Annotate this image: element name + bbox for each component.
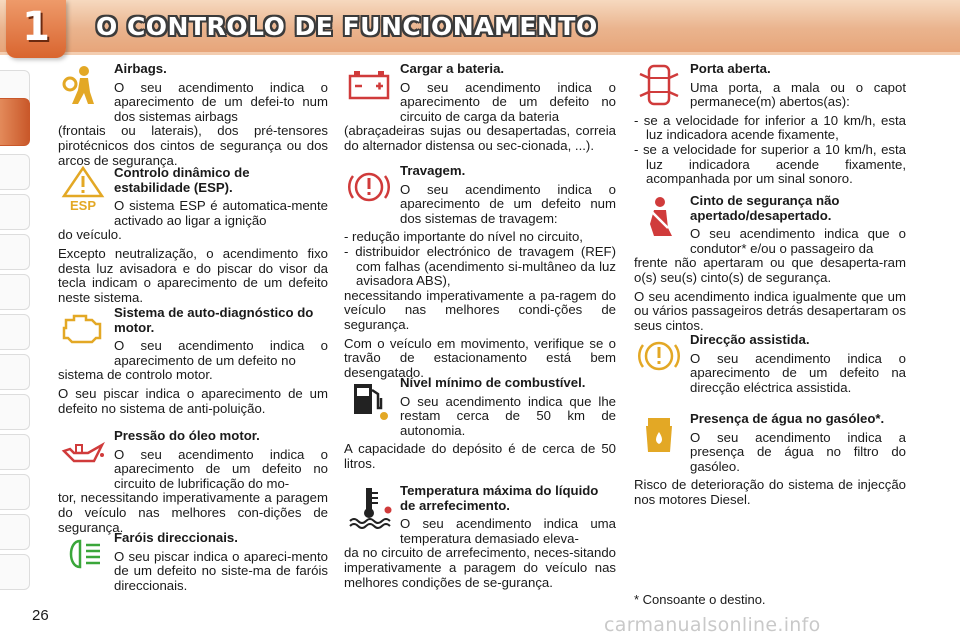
page-title: O CONTROLO DE FUNCIONAMENTO [96,12,598,41]
entry-door-open: Porta aberta. Uma porta, a mala ou o capot permanece(m) abertos(as): - se a velocidade for inferior a 10 km/h, esta luz indicadora acende fixamente, - se a velocidade for superior a 10 km/h, esta luz indicadora acende fixamente, acompanhada por um sinal sonoro. [634,61,906,187]
airbag-icon [58,62,108,108]
chapter-tab[interactable] [0,154,30,190]
entry-oil-pressure: Pressão do óleo motor. O seu acendimento indica o aparecimento de um defeito no circuito de lubrificação do mo- tor, necessitando imperativamente a paragem do veículo nas melhores con-dições de segurança. [58,428,328,535]
esp-warning-icon [58,166,108,212]
chapter-tab[interactable] [0,554,30,590]
battery-icon [344,62,394,108]
header-divider [0,52,960,55]
chapter-tab[interactable] [0,474,30,510]
entry-engine: Sistema de auto-diagnóstico do motor. O seu acendimento indica o aparecimento de um defeito no sistema de controlo motor. O seu piscar indica o aparecimento de um defeito no sistema de anti-poluição. [58,305,328,416]
chapter-tab-active[interactable] [0,98,30,146]
engine-icon [58,306,108,352]
water-in-diesel-icon [634,412,684,458]
seatbelt-icon [634,194,684,240]
entry-fuel-level: Nível mínimo de combustível. O seu acendimento indica que lhe restam cerca de 50 km de autonomia. A capacidade do depósito é de cerca de 50 litros. [344,375,616,471]
headlight-icon [58,531,108,577]
footnote: * Consoante o destino. [634,592,766,607]
open-door-icon [634,62,684,108]
brake-warning-icon [344,164,394,210]
chapter-tab[interactable] [0,354,30,390]
entry-braking: Travagem. O seu acendimento indica o aparecimento de um defeito num dos sistemas de travagem: - redução importante do nível no circuito, - distribuidor electrónico de travagem (REF) com falhas (acendimento si-multâneo da luz avisadora ABS), necessitando imperativamente a pa-ragem do veículo nas melhores condi-ções de segurança. Com o veículo em movimento, verifique se o travão de estacionamento está bem desengatado. [344,163,616,380]
chapter-tab[interactable] [0,394,30,430]
chapter-tab[interactable] [0,514,30,550]
chapter-number: 1 [22,4,50,50]
fuel-pump-icon [344,376,394,422]
oil-can-icon [58,429,108,475]
entry-airbags: Airbags. O seu acendimento indica o aparecimento de um defei-to num dos sistemas airbags (frontais ou laterais), dos pré-tensores pirotécnicos dos cintos de segurança ou dos arcos de segurança. [58,61,328,168]
entry-directional-headlights: Faróis direccionais. O seu piscar indica o apareci-mento de um defeito no siste-ma de faróis direccionais. [58,531,328,593]
entry-coolant-temperature: Temperatura máxima do líquido de arrefecimento. O seu acendimento indica uma temperatura demasiado eleva- da no circuito de arrefecimento, neces-sitando imperativamente a paragem do veículo nas melhores condições de se-gurança. [344,483,616,590]
entry-water-in-diesel: Presença de água no gasóleo*. O seu acendimento indica a presença de água no filtro do gasóleo. Risco de deterioração do sistema de injecção nos motores Diesel. [634,411,906,507]
chapter-tab[interactable] [0,274,30,310]
chapter-tab[interactable] [0,314,30,350]
power-steering-icon [634,333,684,379]
entry-power-steering: Direcção assistida. O seu acendimento indica o aparecimento de um defeito na direcção eléctrica assistida. [634,333,906,395]
entry-battery: Cargar a bateria. O seu acendimento indica o aparecimento de um defeito no circuito de carga da bateria (abraçadeiras sujas ou desapertadas, correia do alternador distensa ou sec-cionada, ...). [344,61,616,153]
page-number: 26 [32,607,49,624]
entry-seatbelt: Cinto de segurança não apertado/desapertado. O seu acendimento indica que o condutor* e/ou o passageiro da frente não apertaram ou que desaperta-ram o(s) seu(s) cinto(s) de segurança. O seu acendimento indica igualmente que um ou vários passageiros detrás desapertaram os seus cintos. [634,193,906,333]
entry-esp: ESP Controlo dinâmico de estabilidade (ESP). O sistema ESP é automatica-mente activado ao ligar a ignição do veículo. Excepto neutralização, o acendimento fixo desta luz avisadora e do piscar do visor da tecla indicam o aparecimento de um defeito neste sistema. [58,165,328,305]
watermark: carmanualsonline.info [604,614,821,636]
coolant-temperature-icon [344,484,394,530]
chapter-tab[interactable] [0,194,30,230]
chapter-badge [6,0,66,58]
chapter-tab[interactable] [0,434,30,470]
svg-text:ESP: ESP [69,198,97,212]
chapter-tab[interactable] [0,234,30,270]
